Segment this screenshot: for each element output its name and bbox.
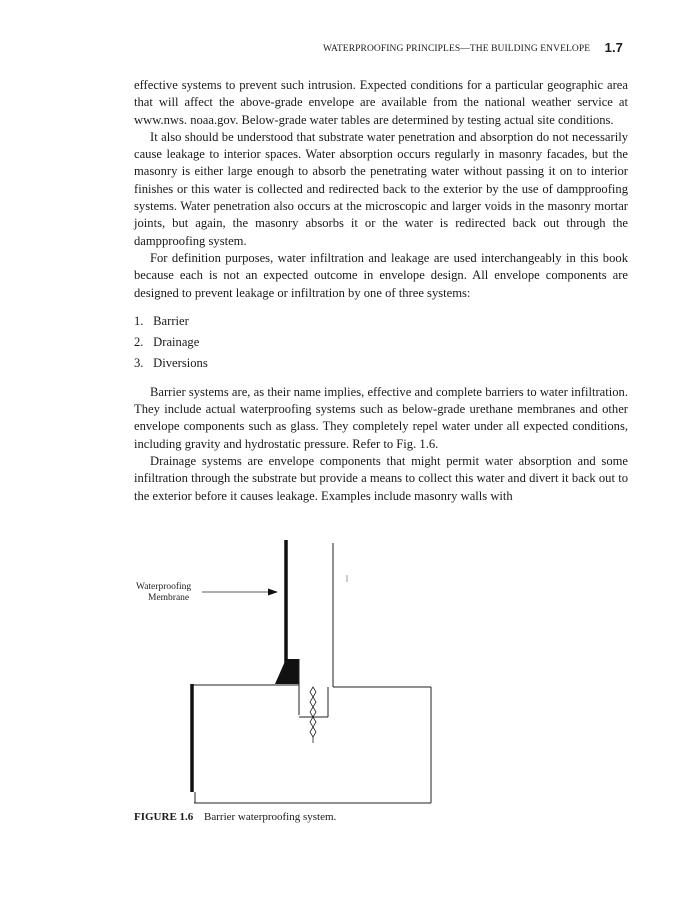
list-item: 1. Barrier [134, 313, 189, 328]
paragraph: For definition purposes, water infiltration and leakage are used interchangeably in this book because each is not an expected outcome in envelope design. All envelope components are designed to prevent leakage or infiltration by one of three systems: [134, 250, 628, 300]
figure-caption-text: Barrier waterproofing system. [204, 811, 337, 823]
list-item: 3. Diversions [134, 355, 208, 370]
figure-label-line1: Waterproofing [136, 582, 192, 592]
paragraph: It also should be understood that substrate water penetration and absorption do not necessarily cause leakage to interior spaces. Water absorption occurs regularly in masonry facades, but the masonry is either large enough to absorb the penetrating water without passing it on to interior finishes or this water is collected and redirected back to the exterior by the use of dampproofing systems. Water penetration also occurs at the microscopic and larger voids in the masonry mortar joints, but again, the masonry absorbs it or the water is redirected back out through the dampproofing system. [134, 129, 628, 248]
membrane-cant [275, 659, 299, 684]
arrow-head [268, 589, 278, 596]
running-head [134, 40, 623, 55]
barrier-waterproofing-figure [134, 535, 454, 810]
waterstop [310, 687, 316, 743]
figure-caption-label: FIGURE 1.6 [134, 811, 194, 823]
paragraph: Drainage systems are envelope components that might permit water absorption and some infiltration through the substrate but provide a means to collect this water and divert it back out to the exterior before it causes leakage. Examples include masonry walls with [134, 454, 628, 503]
page-number: 1.7 [604, 40, 623, 55]
list-item: 2. Drainage [134, 334, 200, 349]
figure-label-line2: Membrane [148, 593, 190, 603]
paragraph: effective systems to prevent such intrusion. Expected conditions for a particular geographic area that will affect the above-grade envelope are available from the national weather service at www.nws. noaa.gov. Below-grade water tables are determined by testing actual site conditions. [134, 78, 628, 127]
figure-caption [134, 811, 336, 823]
body-text [134, 77, 628, 505]
running-head-title: WATERPROOFING PRINCIPLES—THE BUILDING ENVELOPE [322, 44, 591, 54]
paragraph: Barrier systems are, as their name implies, effective and complete barriers to water infiltration. They include actual waterproofing systems such as below-grade urethane membranes and other envelope components such as glass. They completely repel water under all expected conditions, including gravity and hydrostatic pressure. Refer to Fig. 1.6. [134, 384, 628, 451]
systems-list [134, 311, 628, 374]
